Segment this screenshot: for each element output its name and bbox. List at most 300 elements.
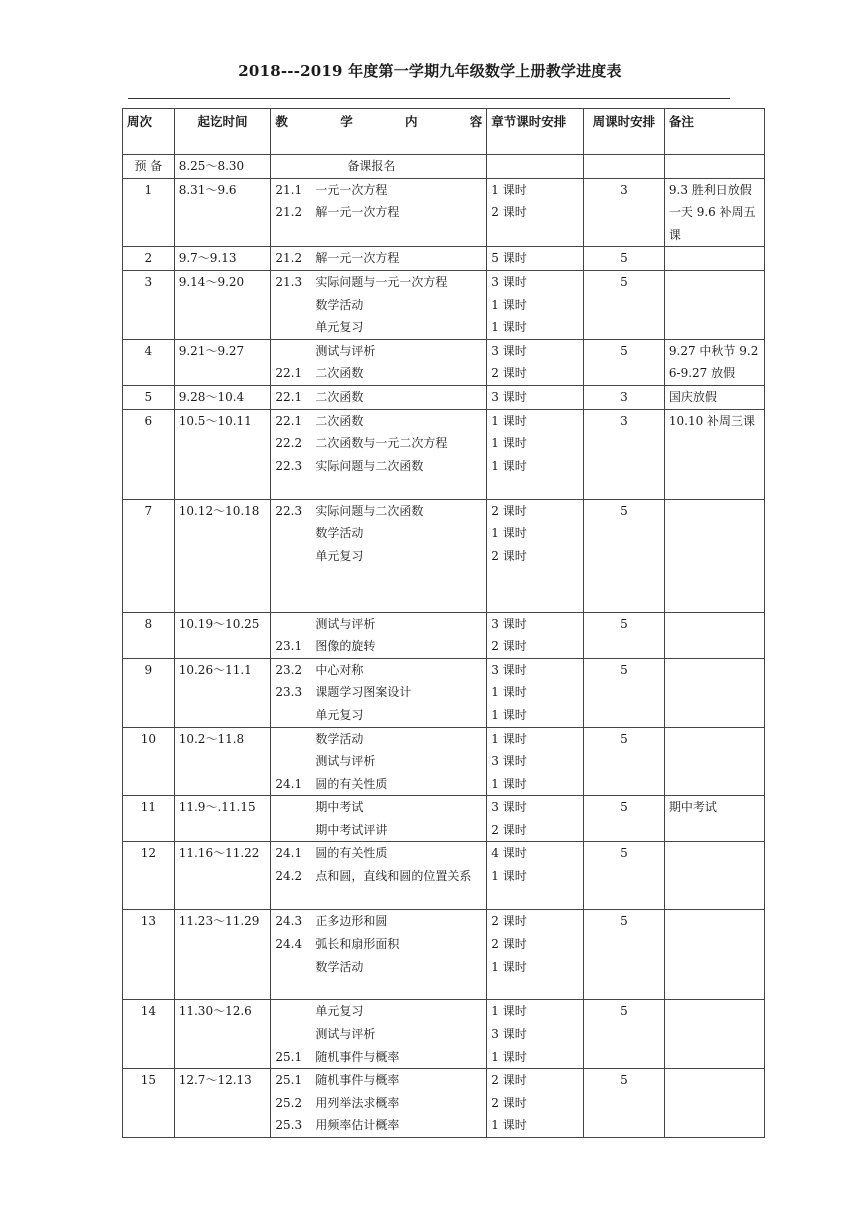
weekly-hours-cell [583,658,664,727]
weekly-hours-cell [583,842,664,910]
week-number: 8 [144,616,153,631]
weekly-hours: 5 [620,800,628,815]
content-cell [271,247,487,271]
date-range: 10.19～10.25 [178,616,260,631]
content-line [275,522,482,545]
topic: 单元复习 [315,707,364,722]
topic: 实际问题与二次函数 [315,458,424,473]
note-cell [664,178,764,247]
lesson-hours: 2 课时 [491,366,527,381]
weekly-hours-cell [583,910,664,1000]
topic: 数学活动 [315,297,364,312]
note-cell [664,727,764,796]
lesson-hours: 3 课时 [491,800,527,815]
topic: 备课报名 [347,159,396,173]
topic: 单元复习 [315,1004,364,1019]
section-number: 25.1 [275,1049,303,1064]
week-number: 预 备 [134,159,163,173]
section-number: 21.3 [275,274,303,289]
date-range-cell [174,727,271,796]
section-number: 23.3 [275,685,303,700]
weekly-hours: 5 [620,503,628,518]
date-range-cell [174,385,271,409]
week-number: 1 [144,182,153,197]
content-line [275,294,482,317]
date-range: 9.14～9.20 [178,274,245,289]
weekly-hours-cell [583,270,664,339]
table-row [123,385,765,409]
content-line [275,728,482,751]
date-range-cell [174,155,271,179]
chapter-hours-cell [487,1000,584,1069]
chapter-hours-cell [487,1069,584,1138]
note-cell [664,339,764,385]
table-row [123,1000,765,1069]
week-cell [123,409,175,499]
content-line [275,704,482,727]
topic: 弧长和扇形面积 [315,937,400,952]
content-line [275,500,482,523]
content-line [275,819,482,842]
topic: 实际问题与一元一次方程 [315,274,448,289]
week-number: 10 [140,731,156,746]
lesson-hours: 1 课时 [491,297,527,312]
weekly-hours-cell [583,178,664,247]
content-line [275,316,482,339]
weekly-hours-cell [583,385,664,409]
section-number: 25.1 [275,1073,303,1088]
lesson-hours: 1 课时 [491,413,527,428]
topic: 一元一次方程 [315,182,388,197]
date-range: 11.16～11.22 [178,846,260,861]
note-cell [664,1069,764,1138]
lesson-hours: 3 课时 [491,754,527,769]
week-number: 2 [144,251,153,266]
lesson-hours: 1 课时 [491,320,527,335]
lesson-hours: 1 课时 [491,869,527,884]
topic: 正多边形和圆 [315,914,388,929]
section-number: 22.2 [275,436,303,451]
note-cell [664,155,764,179]
weekly-hours-cell [583,1069,664,1138]
content-line [275,247,482,270]
lesson-hours: 1 课时 [491,731,527,746]
date-range-cell [174,178,271,247]
weekly-hours: 5 [620,343,628,358]
table-row [123,1069,765,1138]
section-number: 24.1 [275,846,303,861]
topic: 测试与评析 [315,616,376,631]
lesson-hours: 2 课时 [491,914,527,929]
content-line [275,545,482,568]
lesson-hours: 2 课时 [491,937,527,952]
week-number: 11 [140,800,156,815]
topic: 测试与评析 [315,343,376,358]
table-row [123,155,765,179]
chapter-hours-cell [487,727,584,796]
week-number: 3 [144,274,153,289]
topic: 单元复习 [315,548,364,563]
section-number: 24.1 [275,776,303,791]
lesson-hours: 3 课时 [491,662,527,677]
table-header-row [123,109,765,155]
topic: 二次函数 [315,366,364,381]
content-line [275,1069,482,1092]
content-line [275,271,482,294]
content-line [275,201,482,224]
weekly-hours: 5 [620,846,628,861]
content-line [275,1114,482,1137]
date-range: 10.2～11.8 [178,731,245,746]
date-range-cell [174,910,271,1000]
topic: 圆的有关性质 [315,846,388,861]
content-line [275,681,482,704]
content-line [275,362,482,385]
table-row [123,499,765,612]
note-cell [664,499,764,612]
header-chapter-hours: 章节课时安排 [487,109,584,155]
content-cell [271,499,487,612]
date-range-cell [174,842,271,910]
topic: 数学活动 [315,526,364,541]
week-cell [123,658,175,727]
lesson-hours: 1 课时 [491,776,527,791]
week-number: 9 [144,662,153,677]
header-content [271,109,487,155]
date-range: 8.31～9.6 [178,182,237,197]
section-number: 23.2 [275,662,303,677]
weekly-hours-cell [583,339,664,385]
date-range-cell [174,1000,271,1069]
content-line [275,613,482,636]
schedule-table [122,108,765,1138]
week-number: 4 [144,343,153,358]
header-content-char: 容 [469,114,483,129]
week-number: 13 [140,914,156,929]
weekly-hours-cell [583,612,664,658]
content-cell [271,842,487,910]
table-row [123,727,765,796]
content-line [275,796,482,819]
week-number: 5 [144,389,153,404]
topic: 图像的旋转 [315,639,376,654]
chapter-hours-cell [487,178,584,247]
lesson-hours: 1 课时 [491,436,527,451]
date-range: 10.5～10.11 [178,413,252,428]
note-text: 期中考试 [668,800,717,815]
note-text: 9.27 中秋节 9.26-9.27 放假 [668,343,759,381]
topic: 单元复习 [315,320,364,335]
lesson-hours: 3 课时 [491,274,527,289]
chapter-hours-cell [487,385,584,409]
weekly-hours-cell [583,409,664,499]
topic: 数学活动 [315,959,364,974]
content-line [275,910,482,933]
header-dates: 起讫时间 [174,109,271,155]
date-range-cell [174,339,271,385]
date-range: 11.9～.11.15 [178,800,256,815]
chapter-hours-cell [487,155,584,179]
section-number: 21.1 [275,182,303,197]
header-week: 周次 [123,109,175,155]
lesson-hours: 2 课时 [491,1073,527,1088]
week-cell [123,842,175,910]
date-range-cell [174,796,271,842]
content-line [275,432,482,455]
chapter-hours-cell [487,247,584,271]
section-number: 24.3 [275,914,303,929]
table-row [123,796,765,842]
date-range: 12.7～12.13 [178,1073,252,1088]
lesson-hours: 1 课时 [491,1049,527,1064]
week-cell [123,727,175,796]
note-cell [664,658,764,727]
topic: 二次函数与一元二次方程 [315,436,448,451]
week-cell [123,247,175,271]
content-line [275,179,482,202]
week-cell [123,612,175,658]
date-range-cell [174,247,271,271]
content-line [275,1023,482,1046]
section-number: 21.2 [275,205,303,220]
topic: 测试与评析 [315,1027,376,1042]
content-line [275,865,482,888]
note-cell [664,385,764,409]
lesson-hours: 1 课时 [491,707,527,722]
content-cell [271,612,487,658]
content-cell [271,658,487,727]
header-content-char: 内 [404,114,418,129]
week-cell [123,178,175,247]
weekly-hours: 5 [620,914,628,929]
topic: 随机事件与概率 [315,1049,400,1064]
date-range-cell [174,612,271,658]
week-cell [123,499,175,612]
date-range: 9.28～10.4 [178,389,245,404]
week-cell [123,1069,175,1138]
note-cell [664,1000,764,1069]
topic: 中心对称 [315,662,364,677]
week-cell [123,155,175,179]
note-cell [664,247,764,271]
section-number: 22.1 [275,366,303,381]
section-number: 21.2 [275,251,303,266]
topic: 数学活动 [315,731,364,746]
date-range-cell [174,270,271,339]
chapter-hours-cell [487,339,584,385]
lesson-hours: 2 课时 [491,639,527,654]
content-line [275,1092,482,1115]
lesson-hours: 2 课时 [491,503,527,518]
note-text: 9.3 胜利日放假一天 9.6 补周五课 [668,182,756,242]
content-line [275,635,482,658]
table-row [123,247,765,271]
weekly-hours: 5 [620,251,628,266]
lesson-hours: 1 课时 [491,526,527,541]
table-row [123,612,765,658]
content-line [275,659,482,682]
topic: 点和圆，直线和圆的位置关系 [315,869,472,884]
weekly-hours: 5 [620,1004,628,1019]
topic: 圆的有关性质 [315,776,388,791]
content-cell [271,796,487,842]
table-row [123,910,765,1000]
content-line [275,773,482,796]
content-line [275,155,482,178]
note-text: 国庆放假 [668,389,717,404]
note-cell [664,796,764,842]
weekly-hours: 5 [620,274,628,289]
week-number: 14 [140,1004,156,1019]
date-range: 9.7～9.13 [178,251,237,266]
content-line [275,340,482,363]
chapter-hours-cell [487,409,584,499]
topic: 解一元一次方程 [315,251,400,266]
table-body [123,155,765,1138]
table-row [123,658,765,727]
date-range-cell [174,1069,271,1138]
section-number: 25.2 [275,1095,303,1110]
week-number: 15 [140,1073,156,1088]
lesson-hours: 1 课时 [491,458,527,473]
weekly-hours: 3 [620,182,628,197]
chapter-hours-cell [487,658,584,727]
topic: 解一元一次方程 [315,205,400,220]
note-cell [664,409,764,499]
lesson-hours: 1 课时 [491,1118,527,1133]
lesson-hours: 2 课时 [491,822,527,837]
content-line [275,750,482,773]
date-range-cell [174,499,271,612]
lesson-hours: 3 课时 [491,1027,527,1042]
section-number: 24.4 [275,937,303,952]
topic: 实际问题与二次函数 [315,503,424,518]
content-line [275,842,482,865]
week-cell [123,339,175,385]
lesson-hours: 2 课时 [491,205,527,220]
table-row [123,339,765,385]
date-range: 11.23～11.29 [178,914,260,929]
weekly-hours-cell [583,499,664,612]
section-number: 22.3 [275,458,303,473]
content-line [275,956,482,979]
content-line [275,386,482,409]
table-row [123,178,765,247]
lesson-hours: 3 课时 [491,616,527,631]
date-range-cell [174,409,271,499]
note-cell [664,612,764,658]
topic: 随机事件与概率 [315,1073,400,1088]
topic: 二次函数 [315,413,364,428]
topic: 期中考试 [315,800,364,815]
week-cell [123,910,175,1000]
weekly-hours: 3 [620,389,628,404]
chapter-hours-cell [487,612,584,658]
content-cell [271,727,487,796]
topic: 期中考试评讲 [315,822,388,837]
note-cell [664,910,764,1000]
topic: 用频率估计概率 [315,1118,400,1133]
content-line [275,1046,482,1069]
date-range: 10.26～11.1 [178,662,252,677]
table-row [123,270,765,339]
week-cell [123,270,175,339]
week-number: 7 [144,503,153,518]
chapter-hours-cell [487,910,584,1000]
table-row [123,409,765,499]
weekly-hours-cell [583,796,664,842]
weekly-hours: 5 [620,731,628,746]
table-row [123,842,765,910]
content-cell [271,385,487,409]
lesson-hours: 1 课时 [491,182,527,197]
lesson-hours: 2 课时 [491,548,527,563]
section-number: 24.2 [275,869,303,884]
title-underline [128,98,730,99]
section-number: 22.1 [275,413,303,428]
section-number: 23.1 [275,639,303,654]
note-text: 10.10 补周三课 [668,413,756,428]
header-content-char: 教 [275,114,288,129]
content-line [275,455,482,478]
content-line [275,410,482,433]
chapter-hours-cell [487,270,584,339]
date-range: 11.30～12.6 [178,1004,252,1019]
note-cell [664,270,764,339]
weekly-hours: 5 [620,662,628,677]
topic: 课题学习图案设计 [315,685,412,700]
content-cell [271,339,487,385]
topic: 二次函数 [315,389,364,404]
lesson-hours: 3 课时 [491,389,527,404]
weekly-hours-cell [583,727,664,796]
section-number: 22.1 [275,389,303,404]
chapter-hours-cell [487,842,584,910]
date-range-cell [174,658,271,727]
lesson-hours: 1 课时 [491,1004,527,1019]
content-line [275,933,482,956]
header-note: 备注 [664,109,764,155]
lesson-hours: 5 课时 [491,251,527,266]
header-content-char: 学 [340,114,353,129]
week-cell [123,796,175,842]
date-range: 9.21～9.27 [178,343,245,358]
content-cell [271,270,487,339]
chapter-hours-cell [487,796,584,842]
content-cell [271,910,487,1000]
topic: 测试与评析 [315,754,376,769]
content-cell [271,178,487,247]
section-number: 22.3 [275,503,303,518]
chapter-hours-cell [487,499,584,612]
date-range: 10.12～10.18 [178,503,260,518]
week-number: 6 [144,413,153,428]
content-line [275,1000,482,1023]
content-cell [271,1069,487,1138]
week-cell [123,1000,175,1069]
date-range: 8.25～8.30 [178,159,245,173]
lesson-hours: 2 课时 [491,1095,527,1110]
note-cell [664,842,764,910]
lesson-hours: 1 课时 [491,685,527,700]
document-title: 2018---2019 年度第一学期九年级数学上册教学进度表 [238,62,622,80]
lesson-hours: 4 课时 [491,846,527,861]
content-cell [271,155,487,179]
weekly-hours-cell [583,247,664,271]
weekly-hours: 5 [620,1073,628,1088]
weekly-hours-cell [583,155,664,179]
content-cell [271,409,487,499]
